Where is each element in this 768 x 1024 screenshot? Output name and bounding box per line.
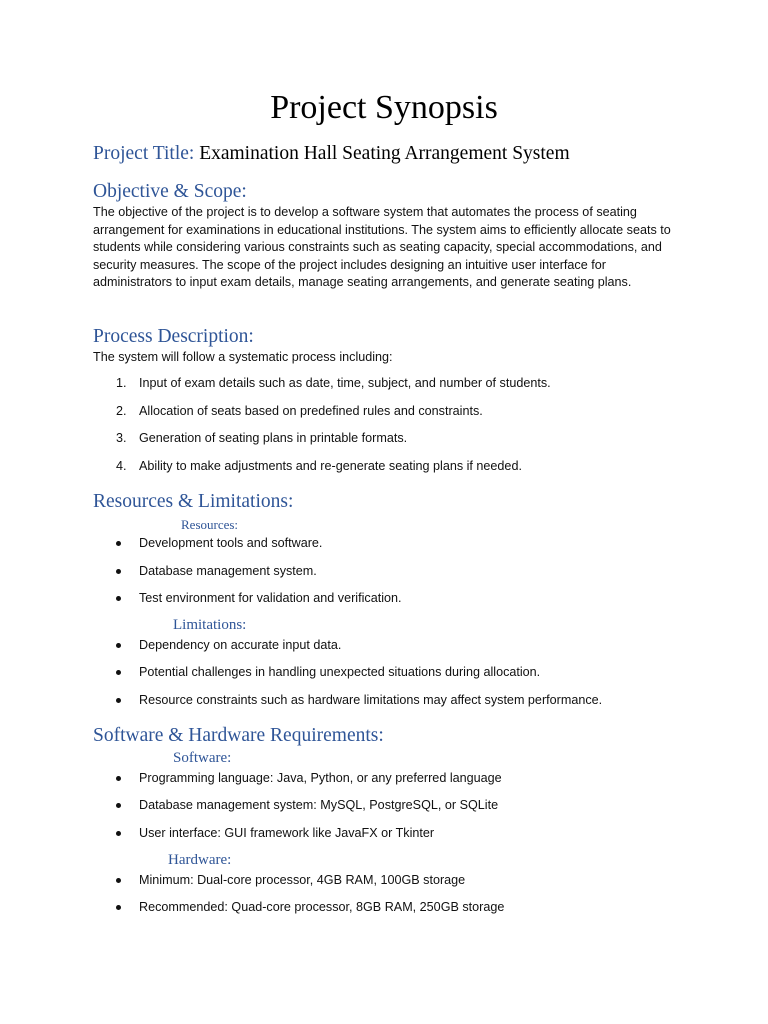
limitations-subheading: Limitations: xyxy=(173,617,247,633)
resources-item: Development tools and software. xyxy=(139,536,323,550)
process-step-number: 4. xyxy=(116,459,127,473)
bullet-icon xyxy=(116,670,121,675)
software-item: Database management system: MySQL, PostgreSQL, or SQLite xyxy=(139,798,499,812)
project-title-label: Project Title xyxy=(93,143,189,164)
software-item: User interface: GUI framework like JavaFX or Tkinter xyxy=(139,826,435,840)
process-step-number: 3. xyxy=(116,431,127,445)
objective-paragraph: The objective of the project is to develop a software system that automates the process of seating arrangement for examinations in educational institutions. The system aims to efficiently allocate seats to students while considering various constraints such as seating capacity, special accommodations, and security measures. The scope of the project includes designing an intuitive user interface for administrators to input exam details, manage seating arrangements, and generate seating plans. xyxy=(93,205,671,290)
project-title-separator: : xyxy=(188,143,195,164)
limitations-item: Resource constraints such as hardware limitations may affect system performance. xyxy=(139,693,603,707)
resources-subheading: Resources: xyxy=(181,517,239,532)
bullet-icon xyxy=(116,698,121,703)
project-title-value: Examination Hall Seating Arrangement System xyxy=(199,143,570,164)
resources-item: Test environment for validation and verification. xyxy=(139,591,402,605)
bullet-icon xyxy=(116,905,121,910)
process-step-number: 1. xyxy=(116,376,127,390)
resources-item: Database management system. xyxy=(139,564,317,578)
page-title: Project Synopsis xyxy=(270,89,498,126)
bullet-icon xyxy=(116,596,121,601)
process-step: Input of exam details such as date, time, subject, and number of students. xyxy=(139,376,551,390)
bullet-icon xyxy=(116,569,121,574)
hardware-item: Recommended: Quad-core processor, 8GB RAM, 250GB storage xyxy=(139,900,505,914)
process-step-number: 2. xyxy=(116,404,127,418)
bullet-icon xyxy=(116,831,121,836)
hardware-subheading: Hardware: xyxy=(168,852,232,868)
bullet-icon xyxy=(116,803,121,808)
limitations-item: Potential challenges in handling unexpected situations during allocation. xyxy=(139,665,541,679)
process-step: Generation of seating plans in printable formats. xyxy=(139,431,408,445)
bullet-icon xyxy=(116,541,121,546)
resources-heading: Resources & Limitations: xyxy=(93,491,294,512)
bullet-icon xyxy=(116,776,121,781)
hardware-item: Minimum: Dual-core processor, 4GB RAM, 100GB storage xyxy=(139,873,466,887)
process-intro: The system will follow a systematic process including: xyxy=(93,350,393,364)
process-step: Ability to make adjustments and re-generate seating plans if needed. xyxy=(139,459,522,473)
objective-heading: Objective & Scope: xyxy=(93,181,247,202)
software-subheading: Software: xyxy=(173,750,232,766)
bullet-icon xyxy=(116,878,121,883)
process-heading: Process Description: xyxy=(93,326,254,347)
requirements-heading: Software & Hardware Requirements: xyxy=(93,725,384,746)
process-step: Allocation of seats based on predefined rules and constraints. xyxy=(139,404,483,418)
software-item: Programming language: Java, Python, or any preferred language xyxy=(139,771,502,785)
bullet-icon xyxy=(116,643,121,648)
limitations-item: Dependency on accurate input data. xyxy=(139,638,342,652)
project-title-line xyxy=(93,142,570,166)
